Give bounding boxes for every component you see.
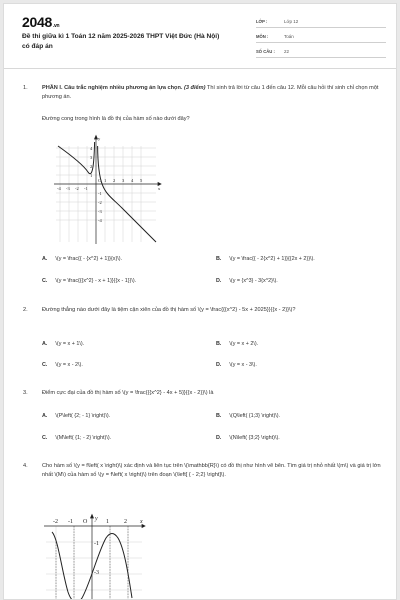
meta-value-subject: Toán	[284, 33, 294, 39]
part-instructions: Thí sinh trả lời từ câu 1 đến câu 12. Mỗi câu hỏi thí sinh chỉ chọn một phương án.	[42, 85, 379, 101]
question-2-option-a[interactable]: A. \(y = x + 1\).	[42, 341, 85, 347]
graph-1-x-tick: 4	[131, 178, 134, 183]
question-3-option-b[interactable]: B. \(Q\left( {1;3} \right)\).	[216, 413, 281, 419]
question-3-option-d[interactable]: D. \(N\left( {3;2} \right)\).	[216, 435, 280, 441]
question-1-number: 1.	[23, 85, 28, 91]
graph-1-curve-right	[98, 146, 156, 242]
meta-key-class: LỚP :	[256, 18, 268, 24]
graph-1-y-label: y	[98, 136, 101, 141]
question-1-intro	[42, 84, 384, 103]
page-header	[4, 4, 397, 68]
graph-1-y-tick: -1	[98, 191, 102, 196]
meta-key-subject: MÔN :	[256, 33, 269, 39]
question-2-text: Đường thẳng nào dưới đây là tiệm cận xiên của đồ thị hàm số \(y = \frac{{{x^2} - 5x + 2025}}{{x - 2}}\)?	[42, 307, 296, 313]
question-2-number: 2.	[23, 307, 28, 313]
question-1-option-c[interactable]: C. \(y = \frac{{{x^2} - x + 1}}{{x - 1}}\).	[42, 278, 137, 284]
graph-1-y-tick: -4	[98, 218, 102, 223]
graph-4-y-tick: -1	[94, 541, 99, 547]
meta-value-class: Lớp 12	[284, 18, 299, 24]
question-4-number: 4.	[23, 463, 28, 469]
question-3-option-c[interactable]: C. \(M\left( {1; - 2} \right)\).	[42, 435, 112, 441]
graph-1-y-tick: 3	[90, 155, 93, 160]
question-2-option-c[interactable]: C. \(y = x - 2\).	[42, 362, 83, 368]
graph-4-origin-label: O	[83, 519, 88, 525]
graph-4-x-label: x	[140, 519, 143, 525]
graph-4-grid	[46, 526, 142, 600]
meta-row-count	[256, 45, 386, 58]
graph-1-x-tick: 3	[122, 178, 125, 183]
graph-1-x-tick: 2	[113, 178, 116, 183]
graph-1-y-tick: -2	[98, 200, 102, 205]
meta-value-count: 22	[284, 48, 290, 54]
question-1-option-a[interactable]: A. \(y = \frac{{ - {x^2} + 1}}{x}\).	[42, 256, 123, 262]
graph-4-y-label: y	[95, 516, 98, 522]
graph-4-y-tick: -3	[94, 570, 99, 576]
graph-4-x-tick: 2	[124, 519, 127, 525]
exam-meta-table	[256, 15, 386, 60]
graph-1-x-tick: -3	[66, 186, 70, 191]
graph-1-x-tick: 5	[140, 178, 143, 183]
graph-1-x-label: x	[158, 186, 161, 191]
graph-1-axes	[54, 136, 161, 245]
part-points: (3 điểm)	[184, 85, 206, 91]
graph-1-y-tick: 4	[90, 146, 93, 151]
question-2-option-b[interactable]: B. \(y = x + 2\).	[216, 341, 259, 347]
question-1-option-d[interactable]: D. \(y = {x^3} - 3{x^2}\).	[216, 278, 278, 284]
exam-title: Đề thi giữa kì 1 Toán 12 năm 2025-2026 THPT Việt Đức (Hà Nội) có đáp án	[22, 33, 220, 50]
question-1-text: Đường cong trong hình là đồ thị của hàm số nào dưới đây?	[42, 116, 190, 122]
question-3-number: 3.	[23, 390, 28, 396]
question-4-text: Cho hàm số \(y = f\left( x \right)\) xác định và liên tục trên \(\mathbb{R}\) có đồ thị như hình vẽ bên. Tìm giá trị nhỏ nhất \(m\) và giá trị lớn nhất \(M\) của hàm số \(y = f\left( x \right)\) trên đoạn \(\left[ { - 2;2} \right]\).	[42, 463, 381, 479]
graph-4-x-tick: -1	[68, 519, 73, 525]
question-1-option-b[interactable]: B. \(y = \frac{{ - 2{x^2} + 1}}{{2x + 2}}\).	[216, 256, 315, 262]
question-2-option-d[interactable]: D. \(y = x - 3\).	[216, 362, 257, 368]
header-divider	[4, 68, 397, 69]
meta-row-class	[256, 15, 386, 28]
meta-row-subject	[256, 30, 386, 43]
graph-1-y-tick: -3	[98, 209, 102, 214]
graph-4-y-arrow	[91, 515, 94, 519]
graph-1-y-tick: 2	[90, 164, 93, 169]
exam-page	[3, 3, 397, 600]
meta-key-count: SỐ CÂU :	[256, 48, 275, 54]
question-3-text: Điểm cực đại của đồ thị hàm số \(y = \frac{{{x^2} - 4x + 5}}{{x - 2}}\) là	[42, 390, 214, 396]
graph-1-origin-label: O	[98, 178, 102, 183]
graph-4-x-tick: -2	[53, 519, 58, 525]
graph-1-x-tick: 1	[104, 178, 107, 183]
graph-1-x-tick: -1	[84, 186, 88, 191]
graph-1-y-tick: 1	[90, 173, 93, 178]
site-logo[interactable]: 2048.vn	[22, 14, 60, 30]
graph-1-x-tick: -4	[57, 186, 61, 191]
part-heading: PHẦN I. Câu trắc nghiệm nhiều phương án lựa chọn.	[42, 85, 183, 91]
graph-1-x-tick: -2	[75, 186, 79, 191]
question-1-graph	[52, 132, 164, 247]
graph-4-x-tick: 1	[106, 519, 109, 525]
question-3-option-a[interactable]: A. \(P\left( {2; - 1} \right)\).	[42, 413, 111, 419]
question-4-graph	[42, 512, 152, 600]
